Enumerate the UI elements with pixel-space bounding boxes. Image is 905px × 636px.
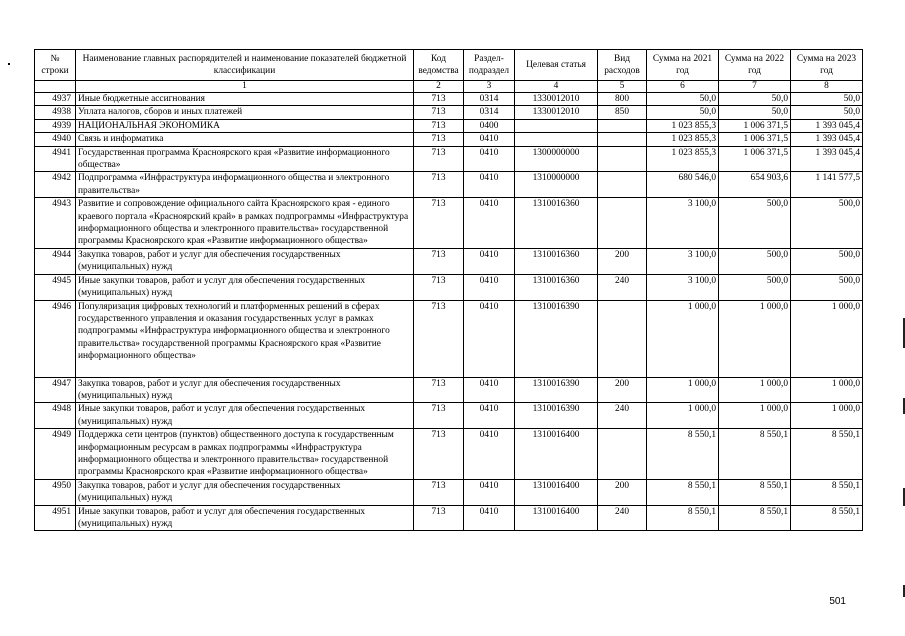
row-dept-code: 713 (414, 479, 464, 505)
row-sum-2023: 1 000,0 (791, 403, 863, 429)
row-name: Популяризация цифровых технологий и платформенных решений в сферах государственного управления и оказания государственных услуг в рамках подпрограммы «Инфраструктура информационного общества и электронного правительства» государственной программы Красноярского края «Развитие информационного общества» (76, 300, 414, 377)
row-target-item: 1310016390 (515, 403, 598, 429)
row-dept-code: 713 (414, 300, 464, 377)
table-row (35, 172, 863, 198)
row-section: 0410 (464, 248, 515, 274)
row-expense-type (598, 300, 647, 377)
row-sum-2021: 50,0 (647, 106, 719, 119)
table-row (35, 93, 863, 106)
column-number: 8 (791, 81, 863, 93)
table-row (35, 248, 863, 274)
row-section: 0410 (464, 429, 515, 480)
row-sum-2023: 500,0 (791, 248, 863, 274)
table-row (35, 106, 863, 119)
row-sum-2023: 8 550,1 (791, 429, 863, 480)
row-dept-code: 713 (414, 93, 464, 106)
row-section: 0314 (464, 106, 515, 119)
table-row (35, 429, 863, 480)
column-number: 3 (464, 81, 515, 93)
row-target-item: 1300000000 (515, 146, 598, 172)
row-section: 0400 (464, 119, 515, 132)
row-sum-2022: 1 006 371,5 (719, 119, 791, 132)
budget-table (34, 49, 863, 531)
row-target-item: 1310016360 (515, 274, 598, 300)
table-row (35, 300, 863, 377)
row-sum-2022: 8 550,1 (719, 479, 791, 505)
row-number: 4938 (35, 106, 76, 119)
row-section: 0410 (464, 274, 515, 300)
row-sum-2021: 8 550,1 (647, 505, 719, 531)
row-target-item: 1310000000 (515, 172, 598, 198)
row-sum-2021: 8 550,1 (647, 429, 719, 480)
row-sum-2021: 3 100,0 (647, 274, 719, 300)
row-number: 4940 (35, 133, 76, 146)
table-row (35, 119, 863, 132)
row-number: 4949 (35, 429, 76, 480)
row-sum-2023: 8 550,1 (791, 505, 863, 531)
table-row (35, 479, 863, 505)
row-name: Закупка товаров, работ и услуг для обеспечения государственных (муниципальных) нужд (76, 248, 414, 274)
header-row (35, 50, 863, 81)
row-sum-2023: 1 000,0 (791, 377, 863, 403)
row-expense-type: 240 (598, 274, 647, 300)
row-sum-2023: 1 393 045,4 (791, 133, 863, 146)
row-dept-code: 713 (414, 119, 464, 132)
header-target-item: Целевая статья (515, 50, 598, 81)
row-sum-2021: 680 546,0 (647, 172, 719, 198)
row-name: Иные закупки товаров, работ и услуг для обеспечения государственных (муниципальных) нужд (76, 505, 414, 531)
row-target-item (515, 119, 598, 132)
row-sum-2023: 1 393 045,4 (791, 119, 863, 132)
row-number: 4950 (35, 479, 76, 505)
row-expense-type (598, 119, 647, 132)
row-name: Подпрограмма «Инфраструктура информационного общества и электронного правительства» (76, 172, 414, 198)
row-section: 0314 (464, 93, 515, 106)
row-sum-2023: 8 550,1 (791, 479, 863, 505)
row-sum-2022: 1 000,0 (719, 300, 791, 377)
row-expense-type: 800 (598, 93, 647, 106)
row-number: 4941 (35, 146, 76, 172)
table-row (35, 377, 863, 403)
row-name: НАЦИОНАЛЬНАЯ ЭКОНОМИКА (76, 119, 414, 132)
row-section: 0410 (464, 172, 515, 198)
row-expense-type: 240 (598, 403, 647, 429)
row-expense-type: 850 (598, 106, 647, 119)
row-target-item: 1310016400 (515, 505, 598, 531)
row-section: 0410 (464, 133, 515, 146)
row-expense-type (598, 133, 647, 146)
row-sum-2021: 3 100,0 (647, 198, 719, 249)
column-number: 4 (515, 81, 598, 93)
row-sum-2021: 1 000,0 (647, 403, 719, 429)
row-dept-code: 713 (414, 505, 464, 531)
row-sum-2023: 500,0 (791, 274, 863, 300)
row-sum-2023: 1 000,0 (791, 300, 863, 377)
row-expense-type (598, 146, 647, 172)
row-dept-code: 713 (414, 198, 464, 249)
row-expense-type: 200 (598, 377, 647, 403)
header-name: Наименование главных распорядителей и наименование показателей бюджетной классификации (76, 50, 414, 81)
row-expense-type (598, 198, 647, 249)
row-target-item (515, 133, 598, 146)
row-number: 4945 (35, 274, 76, 300)
row-name: Иные закупки товаров, работ и услуг для обеспечения государственных (муниципальных) нужд (76, 403, 414, 429)
row-section: 0410 (464, 300, 515, 377)
row-sum-2022: 500,0 (719, 198, 791, 249)
row-dept-code: 713 (414, 172, 464, 198)
row-expense-type: 200 (598, 479, 647, 505)
column-number: 7 (719, 81, 791, 93)
row-sum-2022: 654 903,6 (719, 172, 791, 198)
column-number: 2 (414, 81, 464, 93)
row-sum-2021: 3 100,0 (647, 248, 719, 274)
row-target-item: 1310016390 (515, 300, 598, 377)
row-name: Связь и информатика (76, 133, 414, 146)
column-number: 6 (647, 81, 719, 93)
row-section: 0410 (464, 505, 515, 531)
row-name: Закупка товаров, работ и услуг для обеспечения государственных (муниципальных) нужд (76, 479, 414, 505)
row-name: Уплата налогов, сборов и иных платежей (76, 106, 414, 119)
row-expense-type: 240 (598, 505, 647, 531)
row-section: 0410 (464, 377, 515, 403)
row-number: 4948 (35, 403, 76, 429)
row-expense-type: 200 (598, 248, 647, 274)
row-sum-2022: 500,0 (719, 248, 791, 274)
row-sum-2021: 1 023 855,3 (647, 119, 719, 132)
row-section: 0410 (464, 146, 515, 172)
row-section: 0410 (464, 479, 515, 505)
row-name: Государственная программа Красноярского края «Развитие информационного общества» (76, 146, 414, 172)
row-sum-2023: 1 393 045,4 (791, 146, 863, 172)
row-target-item: 1310016390 (515, 377, 598, 403)
column-number-empty (35, 81, 76, 93)
row-name: Иные закупки товаров, работ и услуг для обеспечения государственных (муниципальных) нужд (76, 274, 414, 300)
row-sum-2021: 1 023 855,3 (647, 133, 719, 146)
row-sum-2022: 1 006 371,5 (719, 133, 791, 146)
row-section: 0410 (464, 403, 515, 429)
row-sum-2021: 1 023 855,3 (647, 146, 719, 172)
row-sum-2023: 1 141 577,5 (791, 172, 863, 198)
page-number: 501 (829, 596, 846, 607)
row-dept-code: 713 (414, 133, 464, 146)
row-target-item: 1330012010 (515, 93, 598, 106)
header-dept-code: Код ведомства (414, 50, 464, 81)
row-sum-2022: 8 550,1 (719, 429, 791, 480)
table-row (35, 274, 863, 300)
row-sum-2023: 50,0 (791, 106, 863, 119)
row-name: Поддержка сети центров (пунктов) общественного доступа к государственным информационным ресурсам в рамках подпрограммы «Инфраструктура информационного общества и электронного правительства» государственной программы Красноярского края «Развитие информационного общества» (76, 429, 414, 480)
row-name: Иные бюджетные ассигнования (76, 93, 414, 106)
row-dept-code: 713 (414, 403, 464, 429)
row-target-item: 1330012010 (515, 106, 598, 119)
table-row (35, 198, 863, 249)
row-number: 4951 (35, 505, 76, 531)
row-sum-2022: 500,0 (719, 274, 791, 300)
row-dept-code: 713 (414, 274, 464, 300)
row-sum-2022: 1 000,0 (719, 403, 791, 429)
row-sum-2022: 50,0 (719, 106, 791, 119)
row-expense-type (598, 172, 647, 198)
row-number: 4947 (35, 377, 76, 403)
row-number: 4946 (35, 300, 76, 377)
scan-speck (8, 63, 10, 65)
row-dept-code: 713 (414, 106, 464, 119)
table-row (35, 133, 863, 146)
row-dept-code: 713 (414, 429, 464, 480)
row-sum-2021: 1 000,0 (647, 377, 719, 403)
row-number: 4943 (35, 198, 76, 249)
row-dept-code: 713 (414, 248, 464, 274)
row-target-item: 1310016360 (515, 198, 598, 249)
row-name: Развитие и сопровождение официального сайта Красноярского края - единого краевого портала «Красноярский край» в рамках подпрограммы «Инфраструктура информационного общества и электронного правительства» государственной программы Красноярского края «Развитие информационного общества» (76, 198, 414, 249)
row-target-item: 1310016360 (515, 248, 598, 274)
row-name: Закупка товаров, работ и услуг для обеспечения государственных (муниципальных) нужд (76, 377, 414, 403)
table-row (35, 146, 863, 172)
row-sum-2022: 50,0 (719, 93, 791, 106)
row-number: 4937 (35, 93, 76, 106)
row-dept-code: 713 (414, 377, 464, 403)
row-sum-2022: 1 006 371,5 (719, 146, 791, 172)
row-sum-2022: 1 000,0 (719, 377, 791, 403)
table-row (35, 403, 863, 429)
column-number: 1 (76, 81, 414, 93)
header-sum-2023: Сумма на 2023 год (791, 50, 863, 81)
row-number: 4939 (35, 119, 76, 132)
header-section: Раздел-подраздел (464, 50, 515, 81)
column-number: 5 (598, 81, 647, 93)
row-target-item: 1310016400 (515, 429, 598, 480)
header-row-number: № строки (35, 50, 76, 81)
row-sum-2021: 1 000,0 (647, 300, 719, 377)
header-expense-type: Вид расходов (598, 50, 647, 81)
row-sum-2023: 500,0 (791, 198, 863, 249)
row-section: 0410 (464, 198, 515, 249)
row-sum-2021: 8 550,1 (647, 479, 719, 505)
row-expense-type (598, 429, 647, 480)
row-dept-code: 713 (414, 146, 464, 172)
row-number: 4942 (35, 172, 76, 198)
column-number-row (35, 81, 863, 93)
row-sum-2021: 50,0 (647, 93, 719, 106)
table-row (35, 505, 863, 531)
row-sum-2023: 50,0 (791, 93, 863, 106)
row-sum-2022: 8 550,1 (719, 505, 791, 531)
header-sum-2022: Сумма на 2022 год (719, 50, 791, 81)
header-sum-2021: Сумма на 2021 год (647, 50, 719, 81)
row-number: 4944 (35, 248, 76, 274)
row-target-item: 1310016400 (515, 479, 598, 505)
